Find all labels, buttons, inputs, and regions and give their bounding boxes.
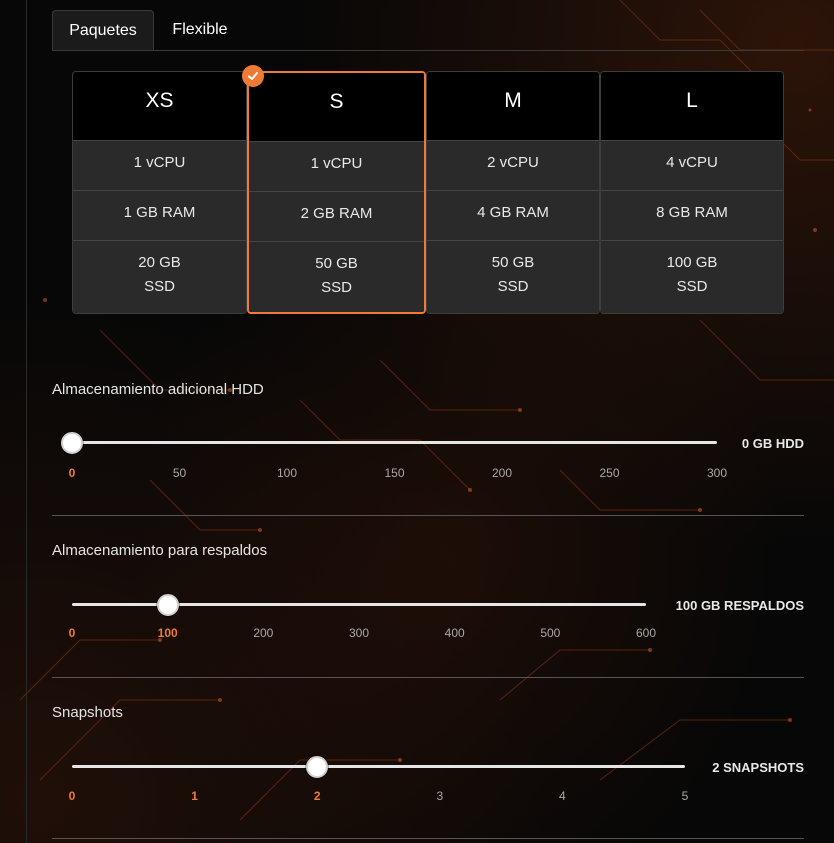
slider-tick-label: 300 xyxy=(706,466,728,480)
slider-tick-label: 1 xyxy=(191,789,198,803)
slider-tick-label: 3 xyxy=(436,789,444,803)
plan-cpu: 1 vCPU xyxy=(73,140,246,190)
plan-ram: 2 GB RAM xyxy=(249,191,424,241)
slider-tick-label: 300 xyxy=(348,626,370,640)
plan-name: S xyxy=(249,73,424,141)
plan-ssd-type: SSD xyxy=(321,279,352,296)
plan-card-xs[interactable] xyxy=(72,71,247,314)
slider-tick-label: 0 xyxy=(68,466,76,480)
slider-tick-label: 4 xyxy=(559,789,566,803)
section-divider xyxy=(52,677,804,678)
plan-ssd xyxy=(73,240,246,314)
slider-tick-label: 400 xyxy=(444,626,465,640)
plan-name: M xyxy=(427,72,599,140)
slider-tick-label: 100 xyxy=(157,626,178,640)
hdd-slider-track[interactable] xyxy=(72,441,717,444)
plan-ssd-size: 50 GB xyxy=(315,255,358,272)
slider-tick-label: 5 xyxy=(681,789,689,803)
plan-cpu: 1 vCPU xyxy=(249,141,424,191)
plan-card-m[interactable] xyxy=(426,71,600,314)
tab-paquetes[interactable]: Paquetes xyxy=(52,10,154,50)
plan-card-l[interactable] xyxy=(600,71,784,314)
plan-ssd xyxy=(249,241,424,314)
tab-flexible[interactable]: Flexible xyxy=(172,21,228,38)
plan-table xyxy=(72,71,784,315)
plan-cpu: 4 vCPU xyxy=(601,140,783,190)
plan-ssd-size: 50 GB xyxy=(491,254,535,271)
plan-cpu: 2 vCPU xyxy=(427,140,599,190)
plan-card-s[interactable] xyxy=(247,71,426,314)
plan-name: L xyxy=(601,72,783,140)
plan-ram: 8 GB RAM xyxy=(601,190,783,240)
snapshots-value: 2 SNAPSHOTS xyxy=(712,760,804,775)
left-divider xyxy=(26,0,27,843)
hdd-storage-label: Almacenamiento adicional HDD xyxy=(52,381,264,398)
slider-tick-label: 50 xyxy=(172,466,187,480)
snapshots-label: Snapshots xyxy=(52,704,123,721)
slider-tick-label: 100 xyxy=(276,466,298,480)
plan-ssd-size: 20 GB xyxy=(138,254,181,271)
plan-ssd-size: 100 GB xyxy=(666,254,718,271)
slider-tick-label: 600 xyxy=(635,626,657,640)
slider-tick-label: 500 xyxy=(540,626,561,640)
slider-tick-label: 0 xyxy=(68,626,76,640)
hdd-value: 0 GB HDD xyxy=(741,436,804,451)
plan-ssd-type: SSD xyxy=(676,278,708,295)
plan-ssd-type: SSD xyxy=(144,278,175,295)
slider-tick-label: 200 xyxy=(253,626,274,640)
slider-tick-label: 200 xyxy=(491,466,513,480)
snapshots-slider-track[interactable] xyxy=(72,765,685,768)
plan-ssd xyxy=(601,240,783,314)
backup-slider-thumb[interactable] xyxy=(157,594,179,616)
backup-storage-label: Almacenamiento para respaldos xyxy=(52,542,268,559)
plan-ram: 4 GB RAM xyxy=(427,190,599,240)
plan-ssd-type: SSD xyxy=(497,278,529,295)
plan-ssd xyxy=(427,240,599,314)
check-icon xyxy=(242,65,264,87)
tab-bar xyxy=(52,10,804,51)
hdd-slider-thumb[interactable] xyxy=(61,432,83,454)
plan-ram: 1 GB RAM xyxy=(73,190,246,240)
slider-tick-label: 0 xyxy=(68,789,76,803)
backup-value: 100 GB RESPALDOS xyxy=(675,598,804,613)
slider-tick-label: 2 xyxy=(313,789,321,803)
slider-tick-label: 250 xyxy=(599,466,620,480)
section-divider xyxy=(52,838,804,839)
section-divider xyxy=(52,515,804,516)
slider-tick-label: 150 xyxy=(384,466,405,480)
plan-name: XS xyxy=(73,72,246,140)
